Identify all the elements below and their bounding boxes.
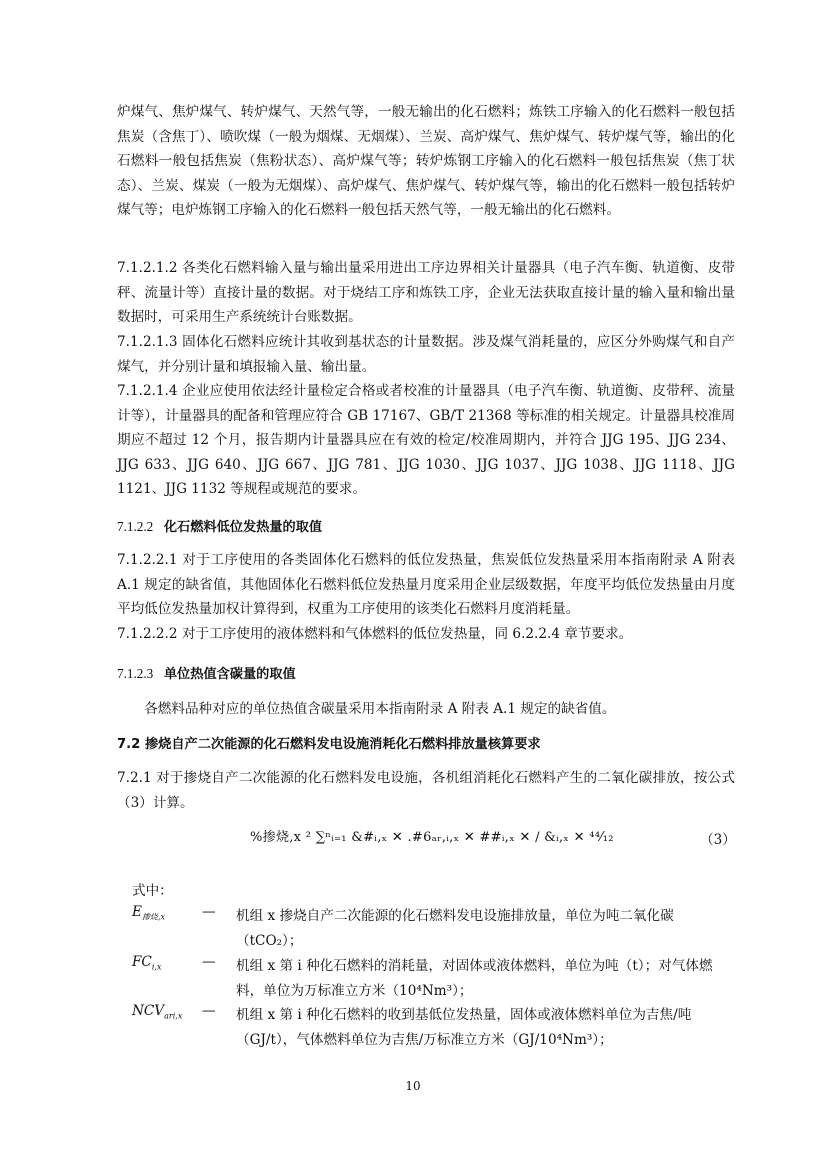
definition-symbol: $E_{掺烧,x}$ (132, 904, 165, 922)
equation-number: （3） (700, 832, 736, 848)
paragraph-7-1-2-2-1: 7.1.2.2.1 对于工序使用的各类固体化石燃料的低位发热量，焦炭低位发热量采用本指南附录 A 附表 A.1 规定的缺省值，其他固体化石燃料低位发热量月度采用企业层级数据，年度平均低位发热量由月度平均低位发热量加权计算得到，权重为工序使用的该类化石燃料月度消耗量。 (117, 552, 735, 617)
paragraph-7-1-2-1-2: 7.1.2.1.2 各类化石燃料输入量与输出量采用进出工序边界相关计量器具（电子汽车衡、轨道衡、皮带秤、流量计等）直接计量的数据。对于烧结工序和炼铁工序，企业无法获取直接计量的输入量和输出量数据时，可采用生产系统统计台账数据。 (117, 260, 735, 325)
definition-text: 机组 x 掺烧自产二次能源的化石燃料发电设施排放量，单位为吨二氧化碳（tCO₂）； (236, 908, 674, 949)
paragraph-carbon-content: 各燃料品种对应的单位热值含碳量采用本指南附录 A 附表 A.1 规定的缺省值。 (144, 701, 616, 717)
paragraph-fuel-inputs: 炉煤气、焦炉煤气、转炉煤气、天然气等，一般无输出的化石燃料；炼铁工序输入的化石燃料一般包括焦炭（含焦丁）、喷吹煤（一般为烟煤、无烟煤）、兰炭、高炉煤气、焦炉煤气、转炉煤气等，输出的化石燃料一般包括焦炭（焦粉状态）、高炉煤气等；转炉炼钢工序输入的化石燃料一般包括焦炭（焦丁状态）、兰炭、煤炭（一般为无烟煤）、高炉煤气、焦炉煤气、转炉煤气等，输出的化石燃料一般包括转炉煤气等；电炉炼钢工序输入的化石燃料一般包括天然气等，一般无输出的化石燃料。 (117, 104, 735, 218)
paragraph-7-1-2-1-4: 7.1.2.1.4 企业应使用依法经计量检定合格或者校准的计量器具（电子汽车衡、轨道衡、皮带秤、流量计等），计量器具的配备和管理应符合 GB 17167、GB/T 21368 等标准的相关规定。计量器具校准周期应不超过 12 个月，报告期内计量器具应在有效的检定/校准周期内，并符合 JJG 195、JJG 234、JJG 633、JJG 640、JJG 667、JJG 781、JJG 1030、JJG 1037、JJG 1038、JJG 1118、JJG 1121、JJG 1132 等规程或规范的要求。 (117, 383, 735, 497)
definition-dash: — (202, 1003, 216, 1019)
paragraph-7-1-2-2-2: 7.1.2.2.2 对于工序使用的液体燃料和气体燃料的低位发热量，同 6.2.2.4 章节要求。 (117, 626, 633, 642)
definition-symbol: $FC_{i,x}$ (132, 954, 162, 972)
definition-text: 机组 x 第 i 种化石燃料的收到基低位发热量，固体或液体燃料单位为吉焦/吨（GJ/t），气体燃料单位为吉焦/万标准立方米（GJ/10⁴Nm³）； (236, 1007, 692, 1048)
definition-row (132, 954, 738, 1004)
section-number: 7.1.2.3 (117, 666, 154, 681)
section-heading-7-1-2-2 (117, 516, 322, 535)
definition-row (132, 904, 738, 954)
definition-symbol: $NCV_{ari,x}$ (132, 1003, 183, 1021)
formula-3: %掺烧,x ² ∑ⁿᵢ₌₁ &#ᵢ,ₓ ✕ .#6ₐᵣ,ᵢ,ₓ ✕ ##ᵢ,ₓ ✕ / &ᵢ,ₓ ✕ ⁴⁴⁄₁₂ (250, 830, 614, 845)
definition-row (132, 1003, 738, 1053)
definition-dash: — (202, 904, 216, 920)
definitions-title: 式中： (132, 883, 173, 899)
section-title: 单位热值含碳量的取值 (163, 667, 296, 682)
section-title: 化石燃料低位发热量的取值 (163, 520, 323, 535)
definition-dash: — (202, 954, 216, 970)
section-heading-7-1-2-3 (117, 663, 296, 682)
section-heading-7-2: 7.2 掺烧自产二次能源的化石燃料发电设施消耗化石燃料排放量核算要求 (117, 737, 541, 752)
definition-text: 机组 x 第 i 种化石燃料的消耗量，对固体或液体燃料，单位为吨（t）；对气体燃料，单位为万标准立方米（10⁴Nm³）； (236, 958, 713, 999)
page-number: 10 (405, 1079, 421, 1093)
paragraph-7-2-1: 7.2.1 对于掺烧自产二次能源的化石燃料发电设施，各机组消耗化石燃料产生的二氧化碳排放，按公式（3）计算。 (117, 770, 735, 811)
section-number: 7.1.2.2 (117, 519, 154, 534)
paragraph-7-1-2-1-3: 7.1.2.1.3 固体化石燃料应统计其收到基状态的计量数据。涉及煤气消耗量的，应区分外购煤气和自产煤气，并分别计量和填报输入量、输出量。 (117, 334, 735, 375)
